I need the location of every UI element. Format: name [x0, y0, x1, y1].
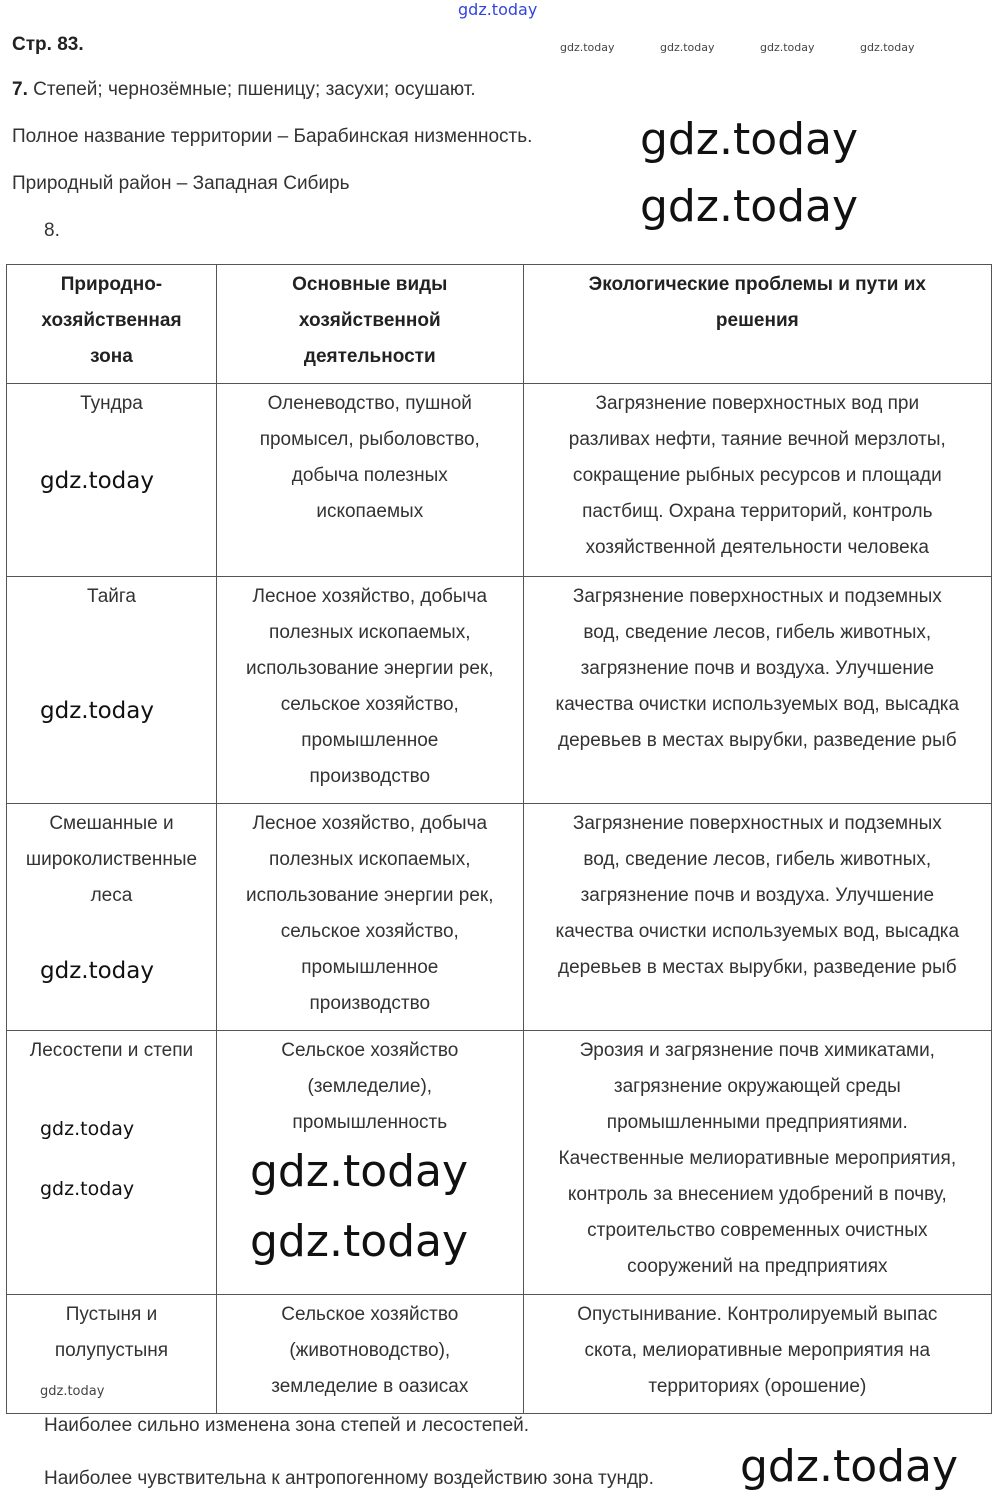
task-7 — [12, 79, 476, 101]
zone-cell: Тайга — [7, 577, 217, 804]
problems-cell: Загрязнение поверхностных и подземных вод, сведение лесов, гибель животных, загрязнение почв и воздуха. Улучшение качества очистки используемых вод, высадка деревьев в местах вырубки, разведение рыб — [523, 804, 991, 1031]
table-row — [7, 384, 992, 577]
watermark: gdz.today — [40, 1178, 135, 1200]
zone-cell: Смешанные и широколиственные леса — [7, 804, 217, 1031]
conclusion-1: Наиболее сильно изменена зона степей и лесостепей. — [44, 1415, 530, 1436]
table-row — [7, 1295, 992, 1414]
table-row — [7, 577, 992, 804]
region-text: Природный район – Западная Сибирь — [12, 173, 350, 194]
activity-cell: Лесное хозяйство, добыча полезных ископаемых, использование энергии рек, сельское хозяйство, промышленное производство — [216, 577, 523, 804]
activity-cell: Сельское хозяйство (земледелие), промышленность — [216, 1031, 523, 1295]
header-cell: Природно- хозяйственная зона — [7, 265, 217, 384]
problems-cell: Загрязнение поверхностных вод при разливах нефти, таяние вечной мерзлоты, сокращение рыбных ресурсов и площади пастбищ. Охрана территорий, контроль хозяйственной деятельности человека — [523, 384, 991, 577]
watermark: gdz.today — [250, 1146, 469, 1197]
watermark: gdz.today — [40, 1118, 135, 1140]
zone-cell: Тундра — [7, 384, 217, 577]
watermark: gdz.today — [760, 41, 815, 54]
watermark: gdz.today — [640, 181, 859, 232]
zone-cell: Пустыня и полупустыня — [7, 1295, 217, 1414]
table-header-row — [7, 265, 992, 384]
problems-cell: Загрязнение поверхностных и подземных вод, сведение лесов, гибель животных, загрязнение почв и воздуха. Улучшение качества очистки используемых вод, высадка деревьев в местах вырубки, разведение рыб — [523, 577, 991, 804]
watermark: gdz.today — [40, 698, 154, 724]
header-cell: Экологические проблемы и пути их решения — [523, 265, 991, 384]
watermark: gdz.today — [660, 41, 715, 54]
activity-cell: Оленеводство, пушной промысел, рыболовство, добыча полезных ископаемых — [216, 384, 523, 577]
watermark: gdz.today — [250, 1216, 469, 1267]
watermark: gdz.today — [458, 0, 538, 19]
zone-cell: Лесостепи и степи — [7, 1031, 217, 1295]
task-8-number: 8. — [44, 220, 60, 241]
problems-cell: Эрозия и загрязнение почв химикатами, загрязнение окружающей среды промышленными предприятиями. Качественные мелиоративные мероприятия, контроль за внесением удобрений в почву, строительство современных очистных сооружений на предприятиях — [523, 1031, 991, 1295]
header-cell: Основные виды хозяйственной деятельности — [216, 265, 523, 384]
task-7-number: 7. — [12, 79, 28, 100]
activity-cell: Лесное хозяйство, добыча полезных ископаемых, использование энергии рек, сельское хозяйство, промышленное производство — [216, 804, 523, 1031]
page-label: Стр. 83. — [12, 34, 84, 55]
watermark: gdz.today — [40, 1384, 105, 1399]
watermark: gdz.today — [40, 468, 154, 494]
conclusion-2: Наиболее чувствительна к антропогенному воздействию зона тундр. — [44, 1468, 654, 1489]
watermark: gdz.today — [640, 114, 859, 165]
watermark: gdz.today — [860, 41, 915, 54]
task-7-text: Степей; чернозёмные; пшеницу; засухи; осушают. — [33, 79, 476, 100]
table-row — [7, 804, 992, 1031]
watermark: gdz.today — [740, 1441, 959, 1492]
watermark: gdz.today — [560, 41, 615, 54]
problems-cell: Опустынивание. Контролируемый выпас скота, мелиоративные мероприятия на территориях (орошение) — [523, 1295, 991, 1414]
watermark: gdz.today — [40, 958, 154, 984]
table-row — [7, 1031, 992, 1295]
activity-cell: Сельское хозяйство (животноводство), земледелие в оазисах — [216, 1295, 523, 1414]
full-name-text: Полное название территории – Барабинская низменность. — [12, 126, 533, 147]
zones-table — [6, 264, 992, 1414]
